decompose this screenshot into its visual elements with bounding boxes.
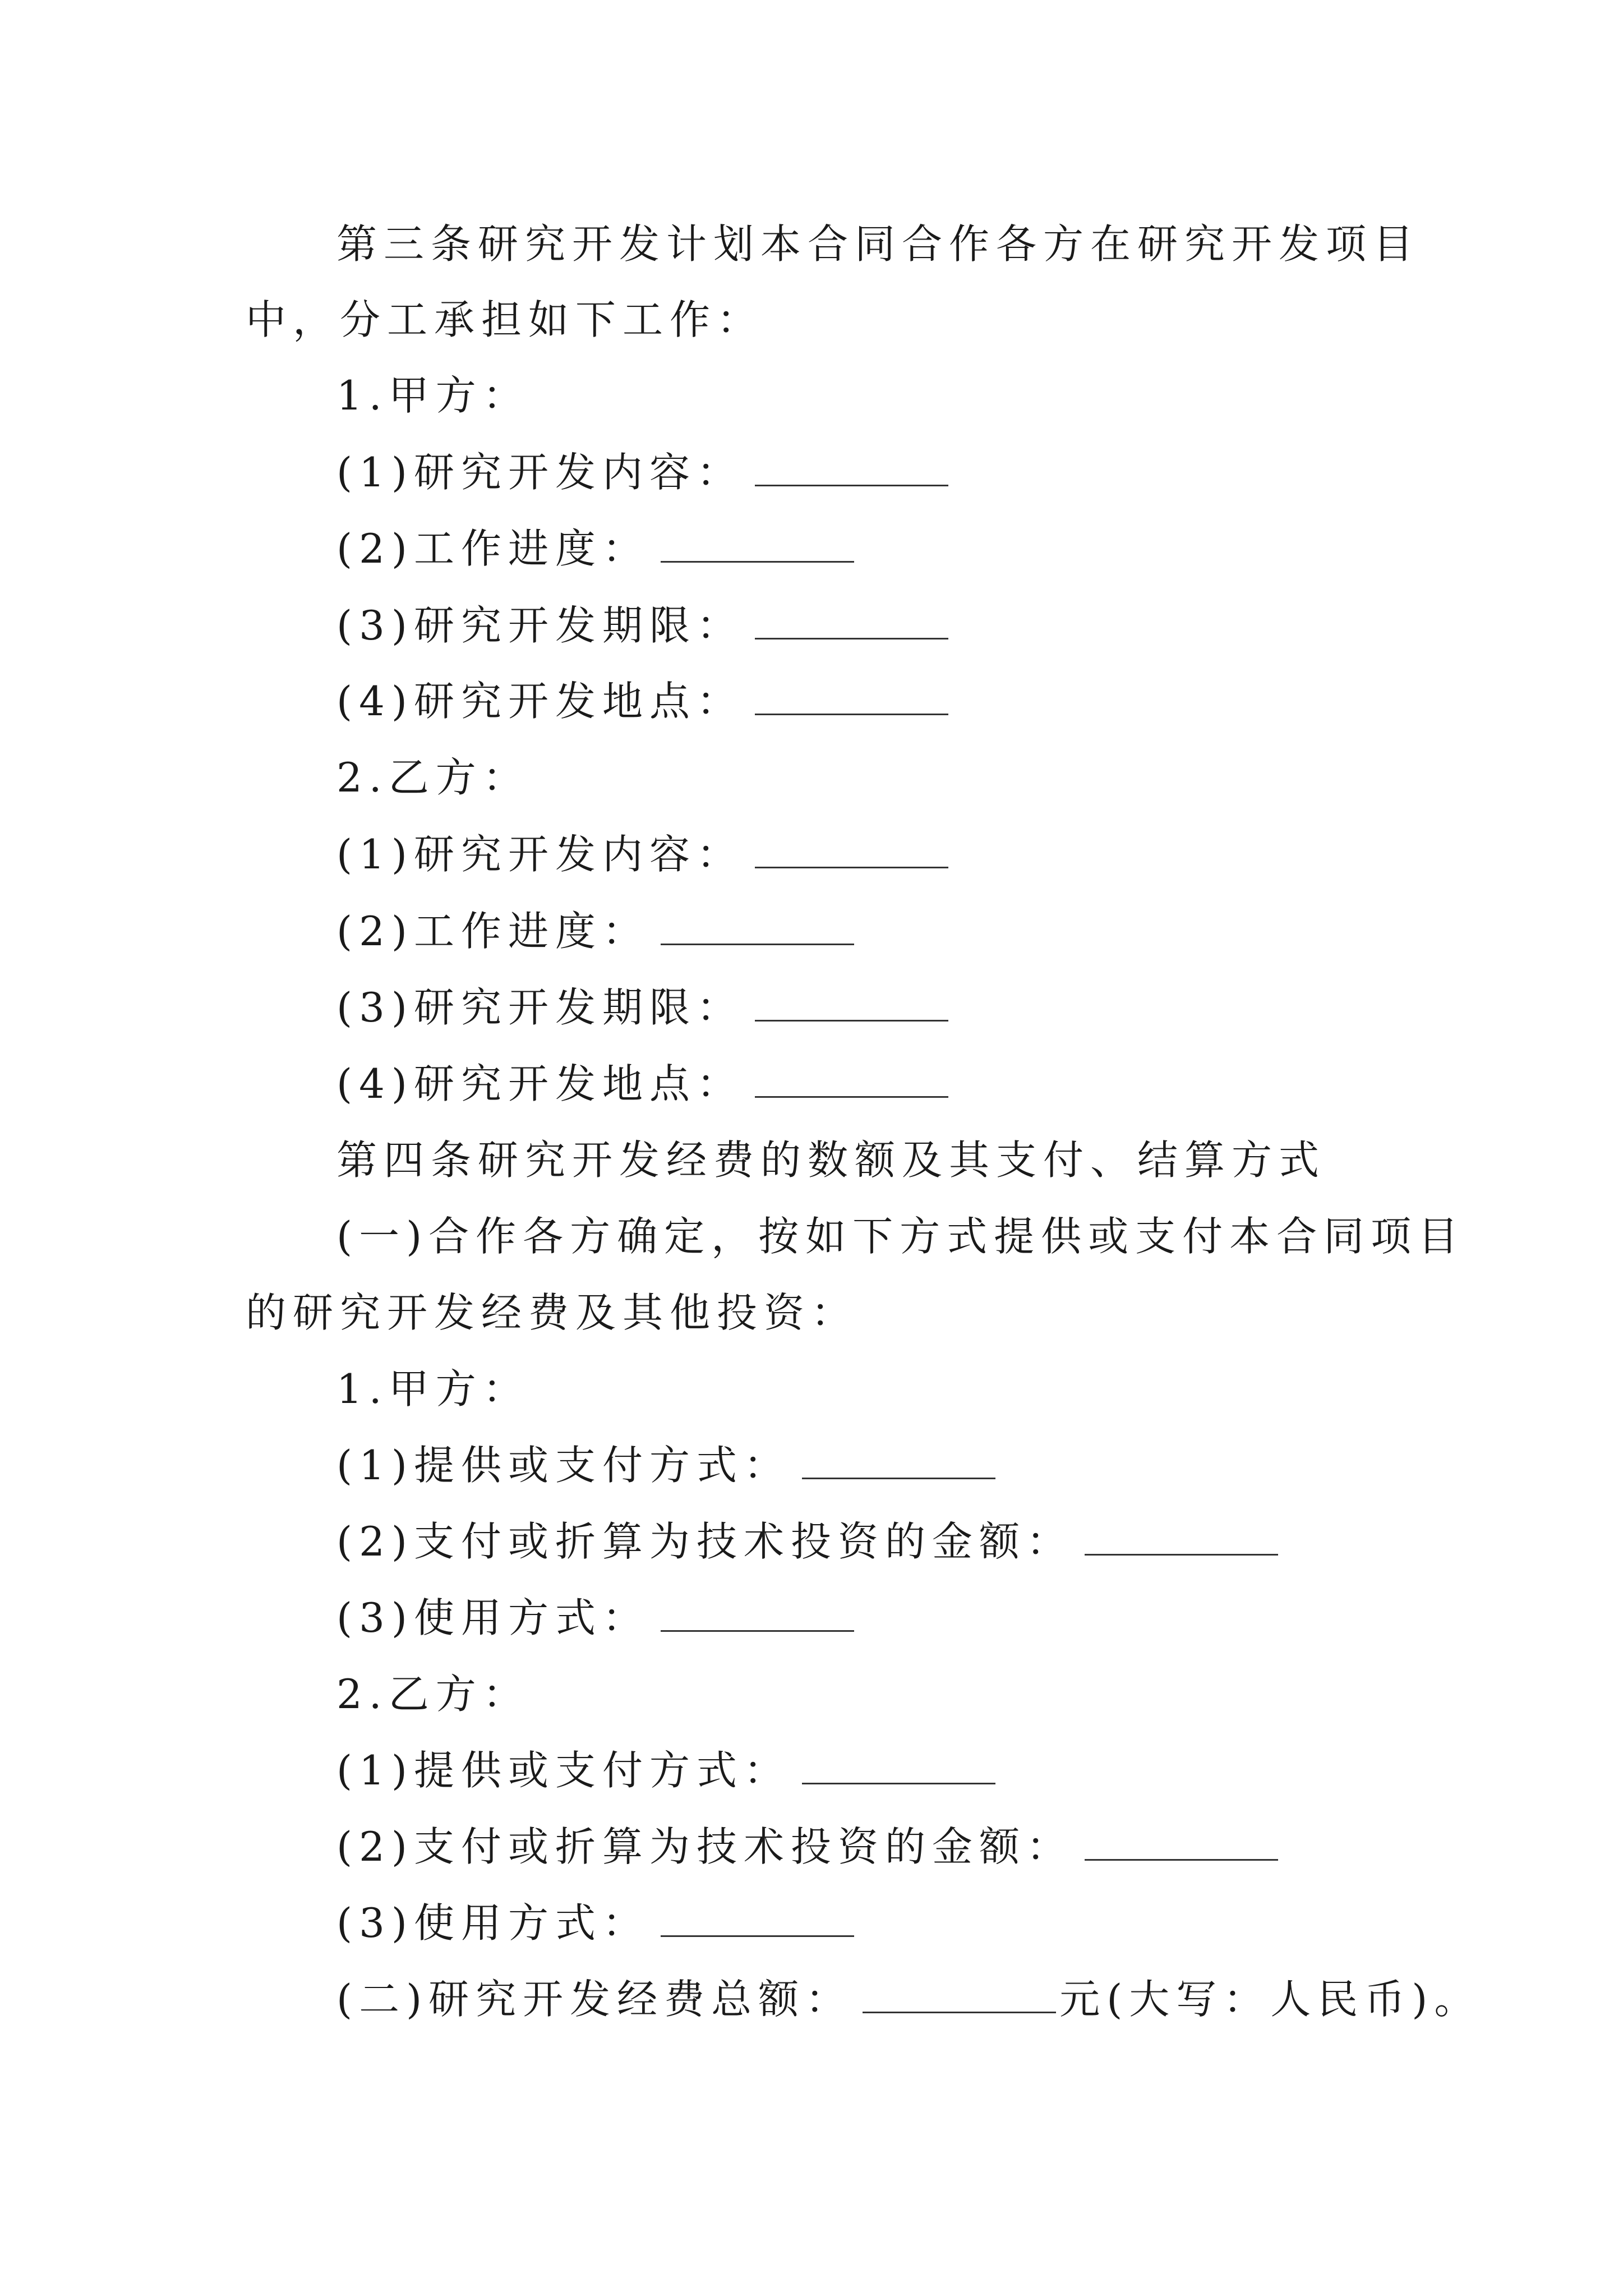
article4-partyB-item [336, 1819, 1278, 1875]
article3-line1: 第三条研究开发计划本合同合作各方在研究开发项目 [336, 220, 1421, 268]
article3-line2: 中，分工承担如下工作： [246, 296, 764, 343]
item-label: (3)研究开发期限： [336, 984, 744, 1031]
fill-in-blank[interactable] [802, 1749, 995, 1784]
article3-partyB-item [336, 1056, 948, 1112]
article4-title: 第四条研究开发经费的数额及其支付、结算方式 [336, 1137, 1326, 1184]
item-label: (3)研究开发期限： [336, 602, 744, 649]
fill-in-blank[interactable] [755, 986, 948, 1022]
article4-clause1-line2: 的研究开发经费及其他投资： [246, 1289, 859, 1336]
fill-in-blank[interactable] [755, 833, 948, 868]
item-label: (3)使用方式： [336, 1594, 649, 1641]
item-label: (4)研究开发地点： [336, 678, 744, 725]
article4-partyA-item [336, 1590, 854, 1646]
item-label: (1)研究开发内容： [336, 831, 744, 878]
article3-partyB-item [336, 979, 948, 1036]
article4-clause2 [336, 1971, 1481, 2027]
article3-partyA-heading: 1.甲方： [336, 372, 530, 419]
fill-in-blank[interactable] [661, 1902, 854, 1937]
fill-in-blank[interactable] [661, 910, 854, 945]
article3-partyA-item [336, 673, 948, 729]
fill-in-blank[interactable] [1085, 1825, 1278, 1861]
article4-partyA-item [336, 1513, 1278, 1570]
article4-partyB-heading: 2.乙方： [336, 1671, 530, 1718]
fill-in-blank[interactable] [1085, 1520, 1278, 1556]
item-label: (2)支付或折算为技术投资的金额： [336, 1518, 1073, 1565]
article4-partyB-item [336, 1895, 854, 1951]
item-label: (2)工作进度： [336, 525, 649, 572]
fill-in-blank[interactable] [661, 1596, 854, 1632]
clause2-prefix: (二)研究开发经费总额： [336, 1976, 853, 2023]
fill-in-blank[interactable] [802, 1444, 995, 1479]
article3-partyA-item [336, 521, 854, 577]
article3-partyA-item [336, 444, 948, 500]
item-label: (1)提供或支付方式： [336, 1442, 791, 1489]
article3-partyA-item [336, 597, 948, 654]
article4-partyA-heading: 1.甲方： [336, 1365, 530, 1412]
item-label: (4)研究开发地点： [336, 1060, 744, 1107]
article3-partyB-item [336, 826, 948, 882]
item-label: (1)提供或支付方式： [336, 1747, 791, 1794]
article4-partyA-item [336, 1437, 995, 1493]
fill-in-blank[interactable] [755, 1062, 948, 1098]
article3-partyB-item [336, 903, 854, 959]
article3-partyB-heading: 2.乙方： [336, 754, 530, 801]
article4-clause1-line1: (一)合作各方确定，按如下方式提供或支付本合同项目 [336, 1213, 1465, 1260]
total-amount-blank[interactable] [863, 1978, 1056, 2013]
fill-in-blank[interactable] [661, 527, 854, 563]
item-label: (2)支付或折算为技术投资的金额： [336, 1823, 1073, 1870]
fill-in-blank[interactable] [755, 604, 948, 639]
article4-partyB-item [336, 1742, 995, 1798]
clause2-suffix: 元(大写：人民币)。 [1059, 1976, 1482, 2023]
fill-in-blank[interactable] [755, 680, 948, 715]
fill-in-blank[interactable] [755, 451, 948, 486]
item-label: (3)使用方式： [336, 1899, 649, 1947]
item-label: (2)工作进度： [336, 908, 649, 955]
item-label: (1)研究开发内容： [336, 449, 744, 496]
